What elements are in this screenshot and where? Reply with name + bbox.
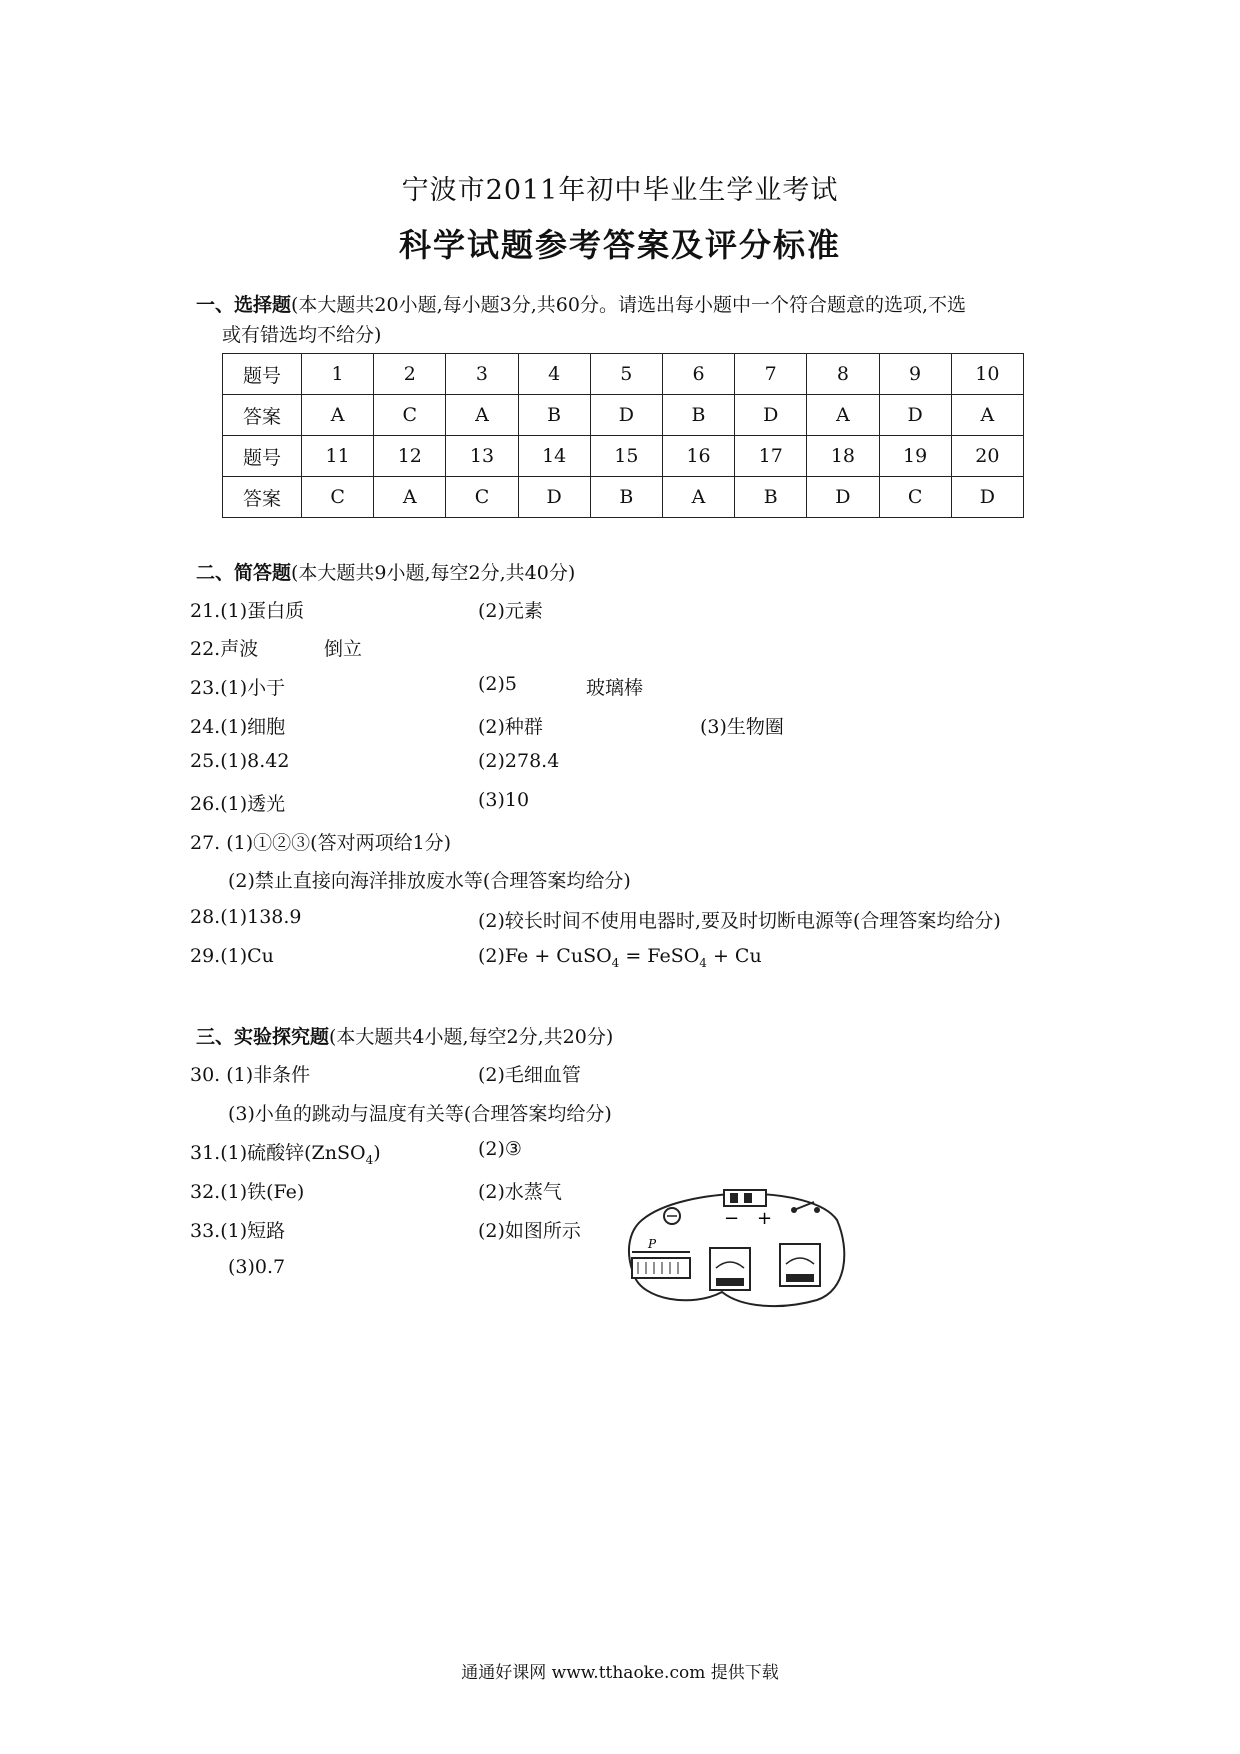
section3-heading: 三、实验探究题 — [196, 1026, 330, 1048]
table-cell: 14 — [518, 436, 590, 477]
answer-22-2: 倒立 — [324, 638, 363, 660]
answer-31-text: 31.(1)硫酸锌(ZnSO — [190, 1142, 366, 1164]
subscript: 4 — [611, 955, 620, 970]
table-cell: 11 — [302, 436, 374, 477]
answer-26-3: (3)10 — [478, 789, 530, 811]
row-label-number: 题号 — [223, 354, 302, 395]
answer-33-2: (2)如图所示 — [478, 1220, 581, 1242]
answer-21-1: 21.(1)蛋白质 — [190, 600, 305, 622]
table-cell: 5 — [590, 354, 662, 395]
answer-27-2: (2)禁止直接向海洋排放废水等(合理答案均给分) — [228, 870, 631, 892]
table-cell: 1 — [302, 354, 374, 395]
table-cell: B — [590, 477, 662, 518]
table-cell: 20 — [951, 436, 1023, 477]
subscript: 4 — [699, 955, 707, 970]
section1-header — [196, 290, 966, 317]
answer-table — [222, 353, 1024, 518]
answer-28-2: (2)较长时间不使用电器时,要及时切断电源等(合理答案均给分) — [478, 910, 1001, 932]
answer-24-1: 24.(1)细胞 — [190, 716, 286, 738]
section1-note-line1: (本大题共20小题,每小题3分,共60分。请选出每小题中一个符合题意的选项,不选 — [291, 294, 966, 316]
document-title: 宁波市2011年初中毕业生学业考试 — [401, 175, 839, 206]
section2-note: (本大题共9小题,每空2分,共40分) — [291, 562, 576, 584]
bulb-icon — [664, 1208, 680, 1224]
answer-29-1: 29.(1)Cu — [190, 945, 274, 967]
answer-21-2: (2)元素 — [478, 600, 543, 622]
table-cell: 8 — [807, 354, 879, 395]
table-cell: A — [807, 395, 879, 436]
table-cell: 15 — [590, 436, 662, 477]
table-cell: D — [735, 395, 807, 436]
table-cell: A — [446, 395, 518, 436]
table-cell: B — [662, 395, 734, 436]
row-label-answer: 答案 — [223, 395, 302, 436]
equation-part: (2)Fe + CuSO — [478, 945, 612, 967]
row-label-answer: 答案 — [223, 477, 302, 518]
table-cell: A — [951, 395, 1023, 436]
answer-24-3: (3)生物圈 — [700, 716, 784, 738]
table-cell: 7 — [735, 354, 807, 395]
answer-26-1: 26.(1)透光 — [190, 793, 286, 815]
table-cell: A — [662, 477, 734, 518]
table-row — [223, 477, 1024, 518]
table-cell: 13 — [446, 436, 518, 477]
table-cell: 16 — [662, 436, 734, 477]
section3-note: (本大题共4小题,每空2分,共20分) — [329, 1026, 614, 1048]
table-cell: C — [374, 395, 446, 436]
table-row — [223, 354, 1024, 395]
table-cell: D — [951, 477, 1023, 518]
answer-31-2: (2)③ — [478, 1138, 522, 1160]
answer-25-1: 25.(1)8.42 — [190, 750, 290, 772]
table-cell: D — [807, 477, 879, 518]
table-cell: 2 — [374, 354, 446, 395]
table-cell: D — [879, 395, 951, 436]
rheostat-icon — [632, 1252, 690, 1278]
battery-icon — [724, 1190, 766, 1206]
minus-sign: − — [724, 1208, 740, 1229]
answer-25-2: (2)278.4 — [478, 750, 560, 772]
answer-32-2: (2)水蒸气 — [478, 1181, 562, 1203]
section1-heading: 一、选择题 — [196, 294, 292, 316]
answer-24-2: (2)种群 — [478, 716, 543, 738]
answer-33-1: 33.(1)短路 — [190, 1220, 286, 1242]
table-cell: 6 — [662, 354, 734, 395]
document-subtitle: 科学试题参考答案及评分标准 — [398, 226, 841, 264]
answer-22-1: 22.声波 — [190, 638, 259, 660]
slider-label: P — [648, 1237, 657, 1251]
table-cell: 9 — [879, 354, 951, 395]
row-label-number: 题号 — [223, 436, 302, 477]
section3-header — [196, 1022, 613, 1049]
ammeter-icon — [710, 1248, 750, 1290]
table-cell: C — [446, 477, 518, 518]
table-row — [223, 395, 1024, 436]
answer-31-close: ) — [373, 1142, 381, 1164]
plus-sign: + — [757, 1208, 773, 1229]
answer-30-1: 30. (1)非条件 — [190, 1064, 311, 1086]
table-cell: B — [518, 395, 590, 436]
section2-header — [196, 558, 575, 585]
table-cell: D — [590, 395, 662, 436]
table-cell: 4 — [518, 354, 590, 395]
answer-23-3: 玻璃棒 — [586, 677, 644, 699]
table-cell: A — [302, 395, 374, 436]
table-cell: C — [302, 477, 374, 518]
answer-31-1 — [190, 1138, 381, 1167]
table-cell: D — [518, 477, 590, 518]
footer-text: 通通好课网 www.tthaoke.com 提供下载 — [461, 1663, 779, 1683]
table-cell: A — [374, 477, 446, 518]
answer-33-3: (3)0.7 — [228, 1256, 286, 1278]
table-cell: 18 — [807, 436, 879, 477]
table-cell: 10 — [951, 354, 1023, 395]
section1-note-line2: 或有错选均不给分) — [222, 324, 382, 346]
answer-23-2: (2)5 — [478, 673, 518, 695]
voltmeter-icon — [780, 1244, 820, 1286]
equation-part: = FeSO — [619, 945, 700, 967]
answer-23-1: 23.(1)小于 — [190, 677, 286, 699]
table-cell: 19 — [879, 436, 951, 477]
table-cell: 3 — [446, 354, 518, 395]
table-cell: B — [735, 477, 807, 518]
table-cell: 17 — [735, 436, 807, 477]
table-cell: C — [879, 477, 951, 518]
answer-27-1: 27. (1)①②③(答对两项给1分) — [190, 832, 452, 854]
table-row — [223, 436, 1024, 477]
table-cell: 12 — [374, 436, 446, 477]
answer-30-3: (3)小鱼的跳动与温度有关等(合理答案均给分) — [228, 1103, 612, 1125]
circuit-diagram — [612, 1180, 852, 1320]
subscript: 4 — [365, 1152, 374, 1167]
section2-heading: 二、简答题 — [196, 562, 292, 584]
answer-32-1: 32.(1)铁(Fe) — [190, 1181, 305, 1203]
answer-28-1: 28.(1)138.9 — [190, 906, 302, 928]
answer-29-2 — [478, 945, 762, 970]
answer-30-2: (2)毛细血管 — [478, 1064, 581, 1086]
equation-part: + Cu — [706, 945, 762, 967]
